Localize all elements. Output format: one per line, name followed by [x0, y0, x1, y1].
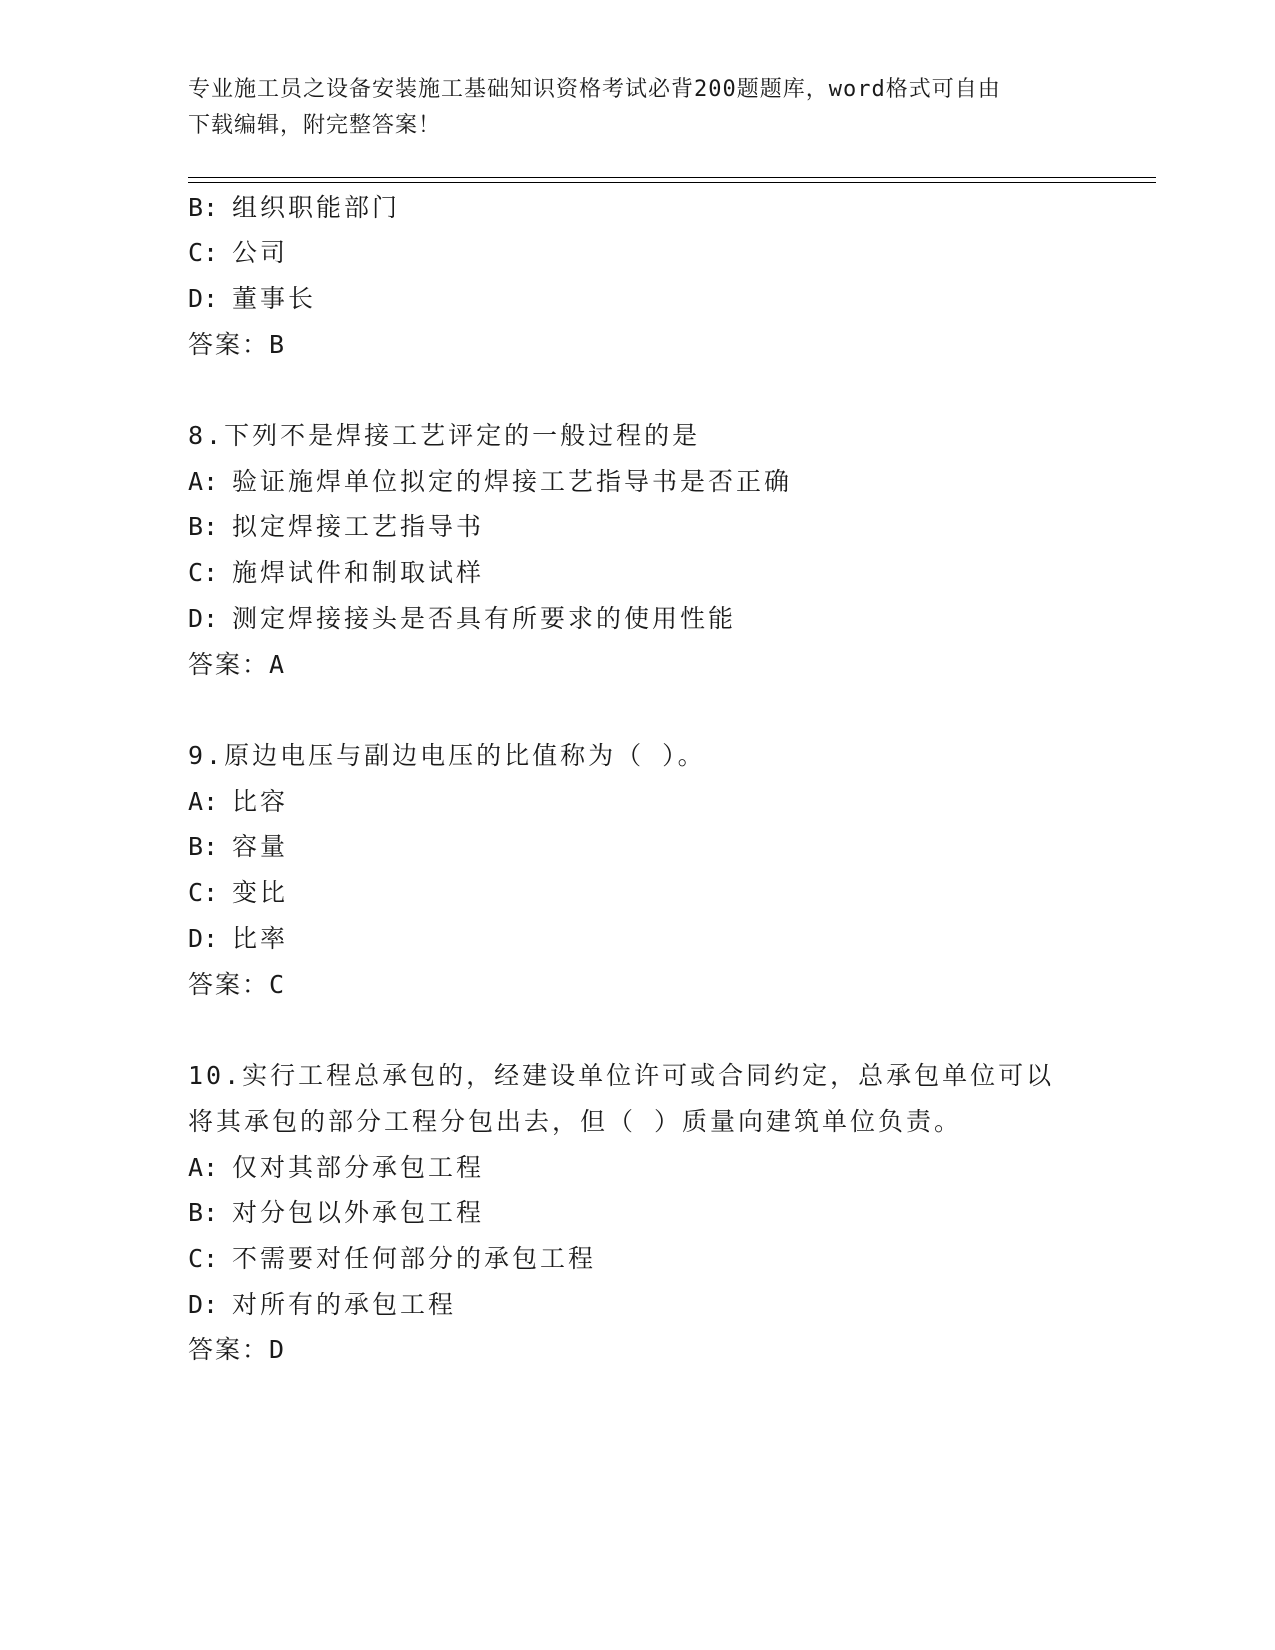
option-text: 董事长 [232, 284, 317, 313]
q9-option-b [188, 831, 288, 863]
option-text: 施焊试件和制取试样 [232, 558, 485, 587]
answer-label: 答案： [188, 650, 270, 679]
document-header [188, 72, 1068, 144]
answer-value: C [269, 970, 287, 999]
option-text: 公司 [232, 238, 289, 267]
option-label: C: [188, 1244, 219, 1273]
option-text: 比容 [232, 787, 289, 816]
option-label: B: [188, 832, 219, 861]
option-label: B: [188, 512, 219, 541]
q9-question: 9.原边电压与副边电压的比值称为（ ）。 [188, 741, 706, 770]
option-text: 仅对其部分承包工程 [232, 1153, 485, 1182]
option-label: D: [188, 284, 219, 313]
q10-option-c [188, 1243, 596, 1275]
q7-option-c [188, 237, 288, 269]
q9-option-c [188, 877, 288, 909]
answer-value: D [269, 1335, 287, 1364]
option-label: A: [188, 787, 219, 816]
q10-question-line-2: 将其承包的部分工程分包出去，但（ ）质量向建筑单位负责。 [188, 1107, 963, 1136]
option-label: B: [188, 1198, 219, 1227]
option-text: 变比 [232, 878, 289, 907]
option-label: D: [188, 1290, 219, 1319]
answer-label: 答案： [188, 970, 270, 999]
q8-option-a [188, 466, 792, 498]
q8-option-c [188, 557, 484, 589]
option-label: C: [188, 558, 219, 587]
option-label: C: [188, 238, 219, 267]
option-text: 比率 [232, 924, 289, 953]
answer-value: B [269, 330, 287, 359]
header-line-2: 下载编辑，附完整答案！ [188, 113, 442, 138]
answer-label: 答案： [188, 330, 270, 359]
q8-option-d [188, 603, 736, 635]
q8-option-b [188, 511, 484, 543]
option-label: D: [188, 924, 219, 953]
q10-question-line-1: 10.实行工程总承包的，经建设单位许可或合同约定，总承包单位可以 [188, 1061, 1055, 1090]
option-text: 验证施焊单位拟定的焊接工艺指导书是否正确 [232, 467, 793, 496]
q10-option-a [188, 1152, 484, 1184]
header-divider-bottom [188, 182, 1156, 183]
q7-option-d [188, 283, 316, 315]
option-label: C: [188, 878, 219, 907]
option-label: A: [188, 467, 219, 496]
header-line-1: 专业施工员之设备安装施工基础知识资格考试必背200题题库，word格式可自由 [188, 77, 1001, 102]
q10-answer [188, 1334, 286, 1366]
q9-answer [188, 969, 286, 1001]
option-text: 对所有的承包工程 [232, 1290, 457, 1319]
q10-option-b [188, 1197, 484, 1229]
option-text: 测定焊接接头是否具有所要求的使用性能 [232, 604, 737, 633]
q10-option-d [188, 1289, 456, 1321]
option-text: 不需要对任何部分的承包工程 [232, 1244, 597, 1273]
option-text: 拟定焊接工艺指导书 [232, 512, 485, 541]
answer-value: A [269, 650, 287, 679]
option-text: 对分包以外承包工程 [232, 1198, 485, 1227]
option-text: 组织职能部门 [232, 193, 401, 222]
q9-option-a [188, 786, 288, 818]
option-label: D: [188, 604, 219, 633]
answer-label: 答案： [188, 1335, 270, 1364]
q8-question: 8.下列不是焊接工艺评定的一般过程的是 [188, 421, 701, 450]
q7-option-b [188, 192, 400, 224]
q9-option-d [188, 923, 288, 955]
option-label: A: [188, 1153, 219, 1182]
q7-answer [188, 329, 286, 361]
q8-answer [188, 649, 286, 681]
header-divider-top [188, 177, 1156, 178]
option-label: B: [188, 193, 219, 222]
option-text: 容量 [232, 832, 289, 861]
